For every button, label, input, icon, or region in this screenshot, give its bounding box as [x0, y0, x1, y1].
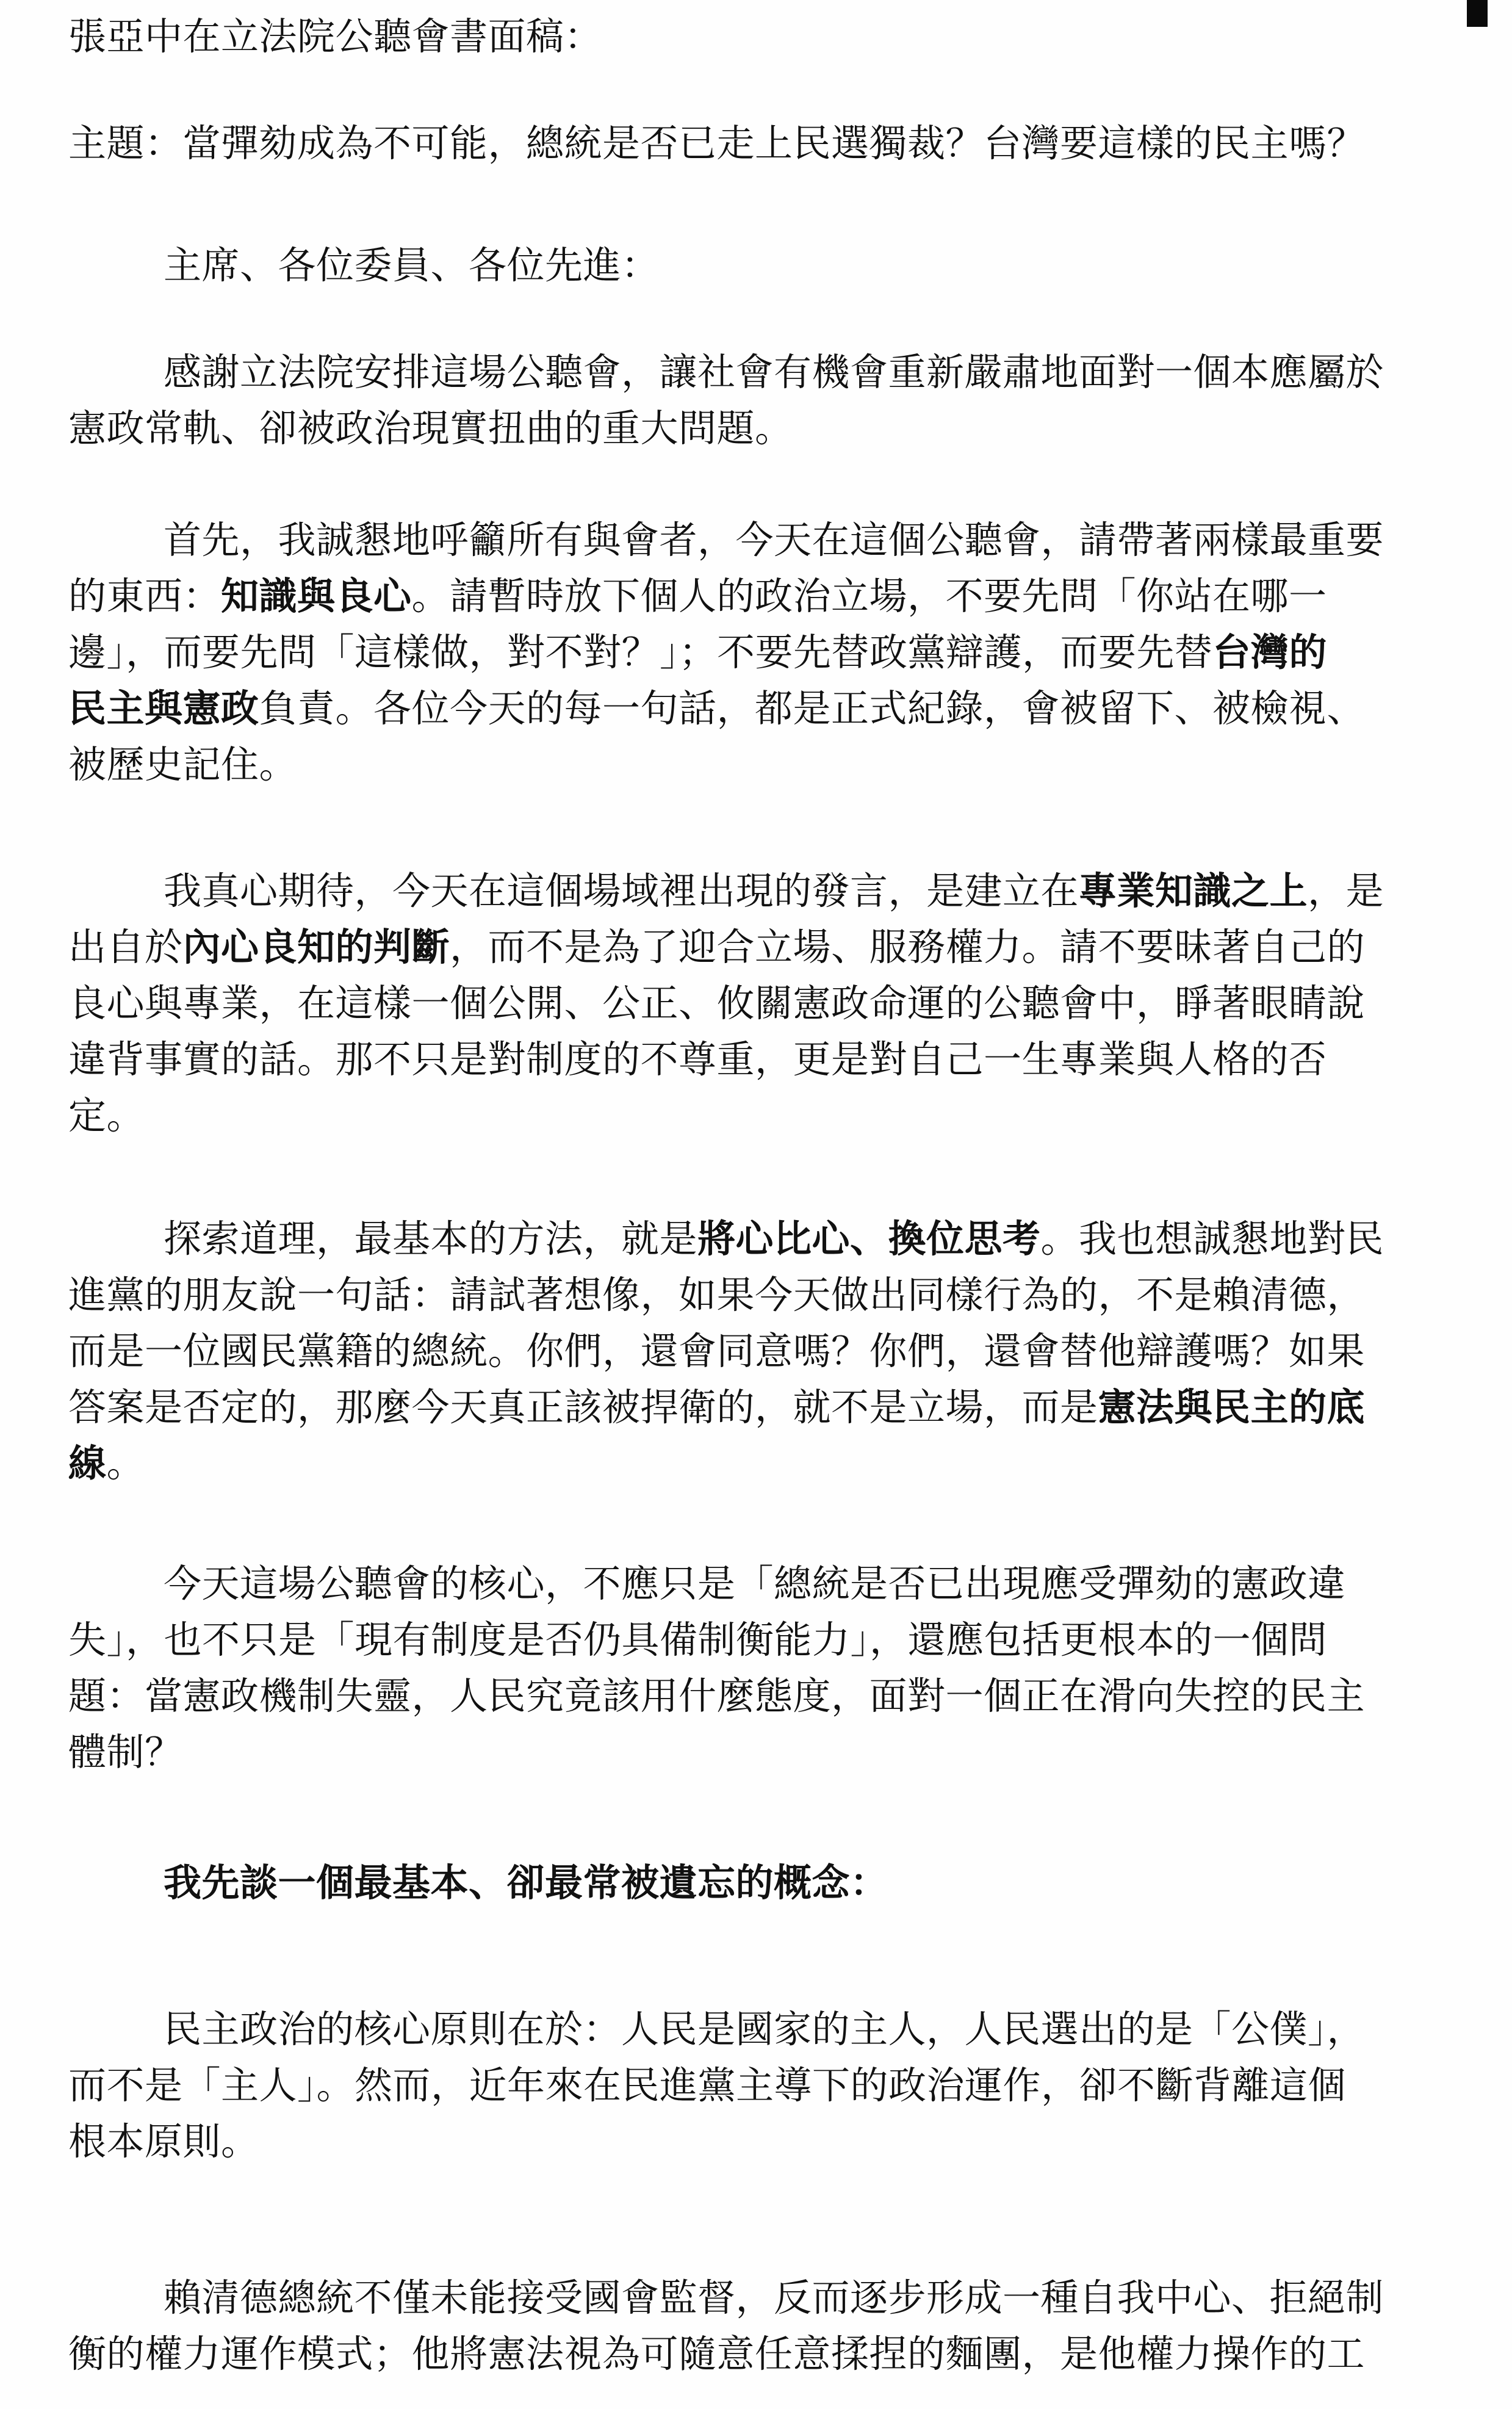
text-line: [68, 404, 793, 453]
text-segment: 憲政常軌、卻被政治現實扭曲的重大問題。: [68, 406, 793, 450]
text-line: [68, 1616, 1327, 1664]
text-line: [164, 867, 1384, 916]
text-line: [164, 1858, 888, 1907]
salutation: 主席、各位委員、各位先進：: [164, 243, 660, 287]
text-segment: 我真心期待，今天在這個場域裡出現的發言，是建立在: [164, 869, 1079, 913]
text-line: [164, 516, 1384, 565]
text-segment: 良心與專業，在這樣一個公開、公正、攸關憲政命運的公聽會中，睜著眼睛說: [68, 981, 1366, 1025]
text-segment: 邊」，而要先問「這樣做，對不對？」；不要先替政黨辯護，而要先替: [68, 630, 1213, 674]
text-segment: 的東西：: [68, 574, 221, 618]
text-segment: 題：當憲政機制失靈，人民究竟該用什麼態度，面對一個正在滑向失控的民主: [68, 1674, 1366, 1718]
text-line: [68, 684, 1365, 733]
text-line: [68, 2061, 1346, 2110]
text-segment: 。請暫時放下個人的政治立場，不要先問「你站在哪一: [411, 574, 1327, 618]
text-line: [164, 1215, 1384, 1263]
text-segment: ，而不是為了迎合立場、服務權力。請不要昧著自己的: [450, 925, 1366, 969]
text-segment: 。我也想誠懇地對民: [1040, 1216, 1384, 1261]
text-segment: 定。: [68, 1093, 145, 1138]
text-segment: 被歷史記住。: [68, 742, 298, 787]
text-line: [68, 1672, 1365, 1721]
text-segment: 而不是「主人」。然而，近年來在民進黨主導下的政治運作，卻不斷背離這個: [68, 2063, 1347, 2107]
text-segment: 今天這場公聽會的核心，不應只是「總統是否已出現應受彈劾的憲政違: [164, 1561, 1346, 1606]
text-segment: 違背事實的話。那不只是對制度的不尊重，更是對自己一生專業與人格的否: [68, 1037, 1327, 1082]
text-line: [68, 1035, 1327, 1084]
bold-text-segment: 內心良知的判斷: [182, 925, 450, 969]
text-line: [68, 628, 1327, 677]
text-segment: 探索道理，最基本的方法，就是: [164, 1216, 698, 1261]
text-line: [68, 1728, 183, 1777]
text-line: [164, 1559, 1346, 1608]
bold-text-segment: 專業知識之上: [1079, 869, 1308, 913]
text-line: [68, 979, 1365, 1028]
text-segment: 而是一位國民黨籍的總統。你們，還會同意嗎？你們，還會替他辯護嗎？如果: [68, 1329, 1366, 1373]
text-segment: 出自於: [68, 925, 183, 969]
text-line: [68, 1327, 1365, 1376]
text-line: [68, 1091, 145, 1140]
text-segment: 失」，也不只是「現有制度是否仍具備制衡能力」，還應包括更根本的一個問: [68, 1617, 1328, 1662]
text-line: [68, 1271, 1365, 1320]
text-segment: 首先，我誠懇地呼籲所有與會者，今天在這個公聽會，請帶著兩樣最重要: [164, 518, 1384, 562]
text-segment: 。: [106, 1441, 145, 1486]
text-line: [68, 572, 1327, 621]
text-line: [68, 740, 297, 789]
text-segment: 感謝立法院安排這場公聽會，讓社會有機會重新嚴肅地面對一個本應屬於: [164, 350, 1384, 394]
text-segment: 衡的權力運作模式；他將憲法視為可隨意任意揉捏的麵團，是他權力操作的工: [68, 2331, 1366, 2376]
bold-text-segment: 民主與憲政: [68, 686, 259, 731]
bold-text-segment: 知識與良心: [221, 574, 412, 618]
text-segment: ，是: [1308, 869, 1384, 913]
document-topic: 主題：當彈劾成為不可能，總統是否已走上民選獨裁？台灣要這樣的民主嗎？: [68, 121, 1366, 165]
text-line: [68, 1383, 1365, 1432]
text-segment: 答案是否定的，那麼今天真正該被捍衛的，就不是立場，而是: [68, 1385, 1098, 1429]
bold-text-segment: 台灣的: [1212, 630, 1328, 674]
text-line: [164, 2274, 1384, 2322]
bold-text-segment: 我先談一個最基本、卻最常被遺忘的概念：: [164, 1860, 888, 1905]
bold-text-segment: 憲法與民主的底: [1098, 1385, 1366, 1429]
text-line: [68, 923, 1365, 972]
bold-text-segment: 線: [68, 1441, 107, 1486]
text-line: [164, 348, 1384, 397]
text-line: [68, 1439, 145, 1488]
text-segment: 根本原則。: [68, 2119, 259, 2164]
scan-corner-mark: [1467, 0, 1488, 27]
text-segment: 進黨的朋友說一句話：請試著想像，如果今天做出同樣行為的，不是賴清德，: [68, 1273, 1366, 1317]
bold-text-segment: 將心比心、換位思考: [697, 1216, 1041, 1261]
text-segment: 體制？: [68, 1730, 183, 1774]
text-segment: 負責。各位今天的每一句話，都是正式紀錄，會被留下、被檢視、: [259, 686, 1366, 731]
text-line: [68, 2117, 259, 2166]
text-segment: 民主政治的核心原則在於：人民是國家的主人，人民選出的是「公僕」，: [164, 2007, 1366, 2051]
text-line: [164, 2005, 1365, 2054]
document-header: 張亞中在立法院公聽會書面稿：: [68, 14, 603, 59]
text-segment: 賴清德總統不僅未能接受國會監督，反而逐步形成一種自我中心、拒絕制: [164, 2275, 1384, 2320]
text-line: [68, 2330, 1365, 2378]
